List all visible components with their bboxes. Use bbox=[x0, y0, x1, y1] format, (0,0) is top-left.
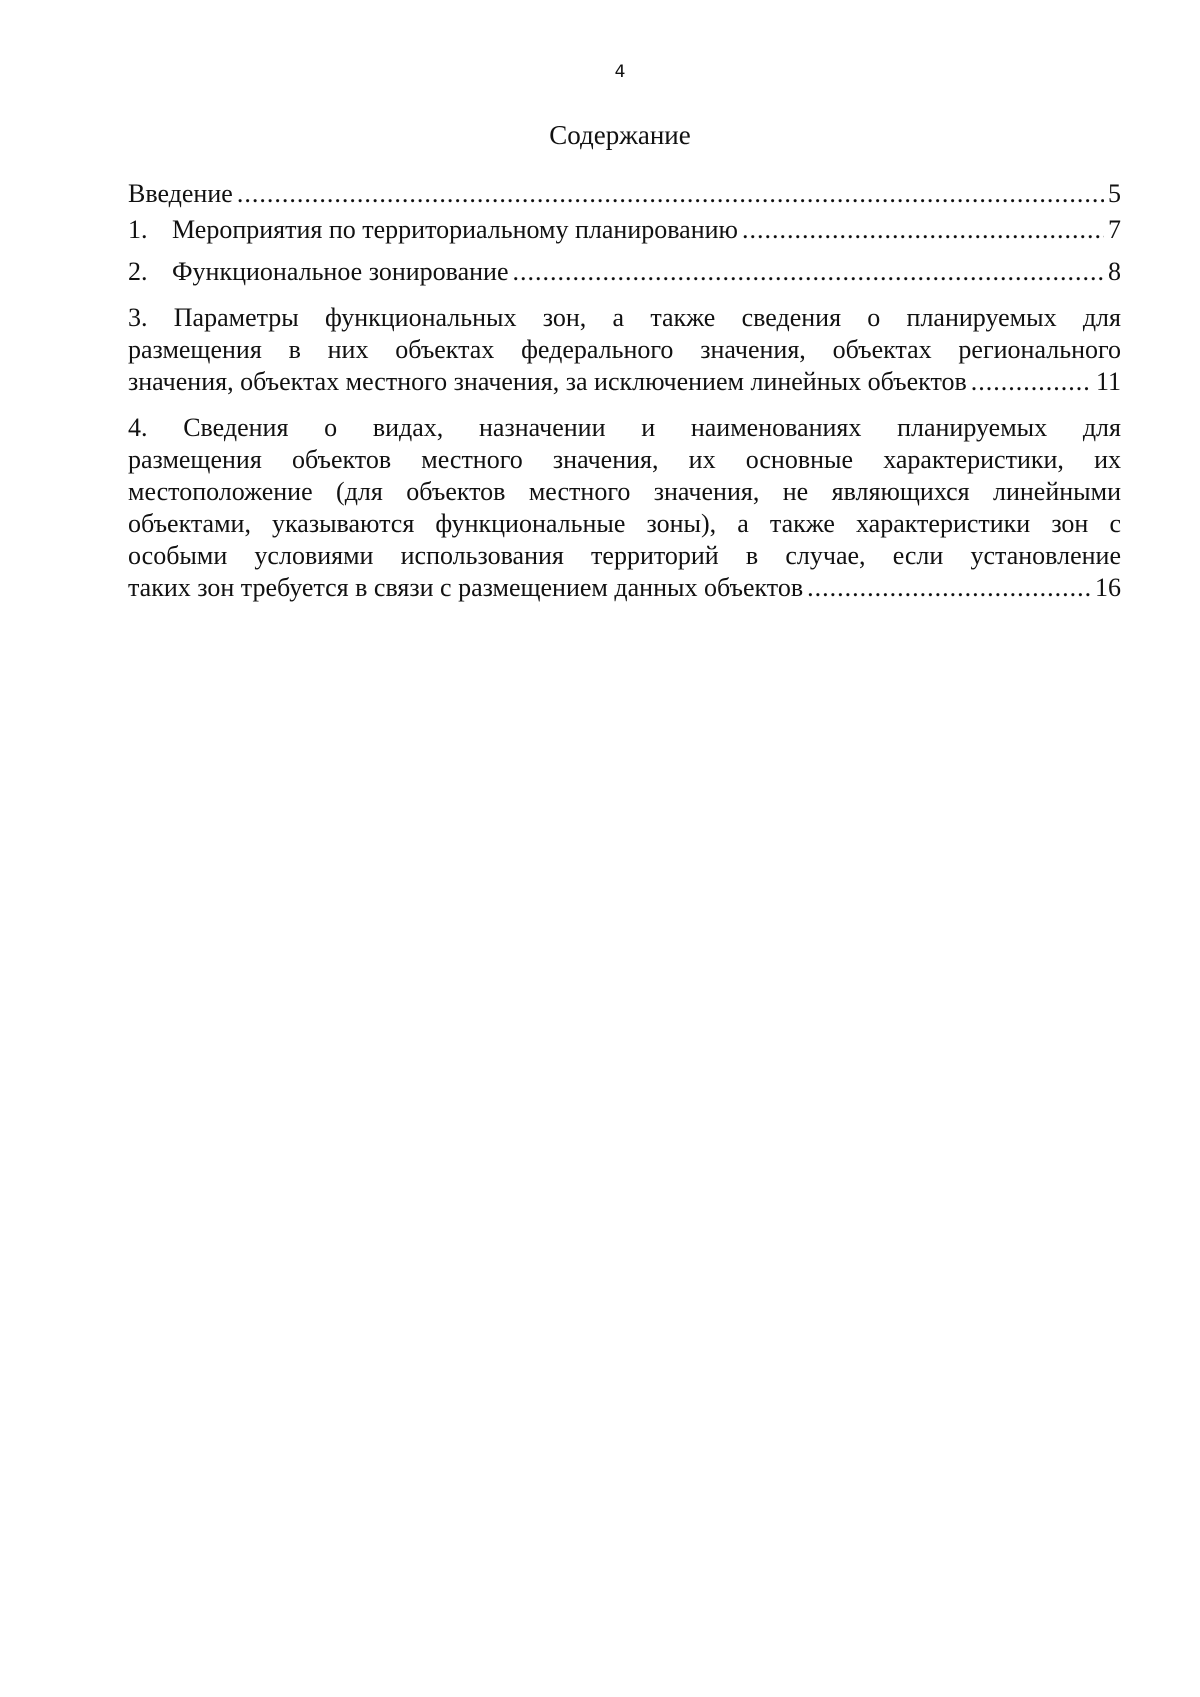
toc-entry-1[interactable] bbox=[128, 214, 1121, 246]
dot-leader bbox=[807, 572, 1091, 604]
toc-entry-page: 8 bbox=[1108, 257, 1121, 286]
toc-entry-label: Функциональное зонирование bbox=[172, 257, 509, 286]
toc-entry-line: объектами, указываются функциональные зоны), а также характеристики зон с bbox=[128, 509, 1121, 538]
toc-entry-page: 11 bbox=[1095, 367, 1121, 396]
toc-title: Содержание bbox=[549, 120, 691, 150]
toc-entry-label: Мероприятия по территориальному планированию bbox=[172, 215, 738, 244]
toc-entry-label: Введение bbox=[128, 179, 233, 208]
toc-entry-4[interactable] bbox=[128, 412, 1121, 604]
dot-leader bbox=[237, 178, 1104, 210]
toc-entry-page: 7 bbox=[1108, 215, 1121, 244]
toc-entry-last-line bbox=[128, 572, 1121, 604]
dot-leader bbox=[513, 256, 1105, 288]
toc-entry-page: 5 bbox=[1108, 179, 1121, 208]
toc-entry-last-line bbox=[128, 366, 1121, 398]
toc-entry-line: размещения объектов местного значения, их основные характеристики, их bbox=[128, 445, 1121, 474]
toc-entry-page: 16 bbox=[1095, 573, 1121, 602]
toc-entry-2[interactable] bbox=[128, 256, 1121, 288]
toc-entry-line: местоположение (для объектов местного значения, не являющихся линейными bbox=[128, 477, 1121, 506]
toc-entry-3[interactable] bbox=[128, 302, 1121, 398]
toc-entry-number: 2. bbox=[128, 257, 148, 286]
toc-entry-label: таких зон требуется в связи с размещением данных объектов bbox=[128, 573, 804, 602]
toc-entry-label: значения, объектах местного значения, за исключением линейных объектов bbox=[128, 367, 967, 396]
toc-entry-number: 1. bbox=[128, 215, 148, 244]
dot-leader bbox=[742, 214, 1104, 246]
toc-entry-intro[interactable] bbox=[128, 178, 1121, 210]
table-of-contents bbox=[128, 178, 1121, 614]
page-number: 4 bbox=[614, 62, 626, 82]
toc-entry-line: 3. Параметры функциональных зон, а также сведения о планируемых для bbox=[128, 303, 1121, 332]
toc-entry-line: размещения в них объектах федерального значения, объектах регионального bbox=[128, 335, 1121, 364]
toc-entry-line: 4. Сведения о видах, назначении и наименованиях планируемых для bbox=[128, 413, 1121, 442]
toc-entry-line: особыми условиями использования территорий в случае, если установление bbox=[128, 541, 1121, 570]
dot-leader bbox=[971, 366, 1092, 398]
